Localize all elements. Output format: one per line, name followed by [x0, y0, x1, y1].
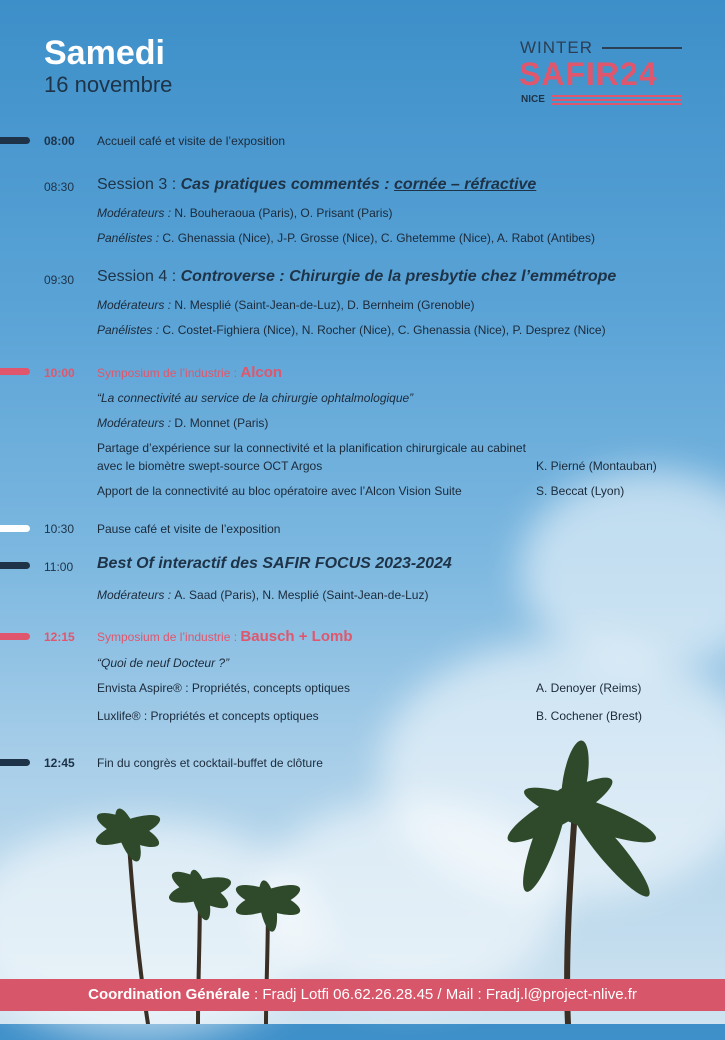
alcon-talk-2: Apport de la connectivité au bloc opératoire avec l’Alcon Vision Suite	[97, 484, 462, 498]
page-date: 16 novembre	[44, 72, 173, 97]
alcon-talk-1-line-1: Partage d’expérience sur la connectivité et la planification chirurgicale au cabinet	[97, 441, 526, 455]
time-marker	[0, 633, 30, 640]
alcon-talk-1-speaker: K. Pierné (Montauban)	[536, 459, 657, 473]
sponsor-alcon: Alcon	[240, 364, 283, 381]
symposium-bausch-quote: “Quoi de neuf Docteur ?”	[97, 656, 230, 670]
session-4-title-text: Controverse : Chirurgie de la presbytie chez l’emmétrope	[180, 268, 617, 285]
time-0930: 09:30	[44, 273, 75, 287]
session-3-title-b: cornée – réfractive	[394, 176, 537, 193]
panelists-label: Panélistes :	[97, 323, 163, 337]
moderators-value: D. Monnet (Paris)	[174, 416, 269, 430]
footer-text: : Fradj Lotfi 06.62.26.28.45 / Mail : Fradj.l@project-nlive.fr	[249, 986, 637, 1003]
event-closing: Fin du congrès et cocktail-buffet de clôture	[97, 756, 323, 770]
moderators-value: N. Mesplié (Saint-Jean-de-Luz), D. Bernheim (Grenoble)	[174, 298, 475, 312]
time-marker	[0, 759, 30, 766]
page-title: Samedi	[44, 34, 165, 72]
session-4-prefix: Session 4 :	[97, 268, 181, 285]
symposium-alcon-quote: “La connectivité au service de la chirurgie ophtalmologique”	[97, 391, 414, 405]
footer-contact	[0, 979, 725, 1011]
time-1245: 12:45	[44, 756, 75, 770]
moderators-label: Modérateurs :	[97, 298, 175, 312]
logo-stripe	[552, 99, 682, 101]
bausch-talk-1: Envista Aspire® : Propriétés, concepts optiques	[97, 681, 350, 695]
time-1100: 11:00	[44, 560, 74, 574]
logo-safir: SAFIR24	[519, 56, 658, 92]
logo-line	[602, 47, 682, 49]
moderators-label: Modérateurs :	[97, 416, 175, 430]
event-welcome: Accueil café et visite de l’exposition	[97, 134, 286, 148]
best-of-moderators	[97, 588, 428, 602]
session-3-title-a: Cas pratiques commentés :	[180, 176, 395, 193]
session-4-moderators	[97, 298, 475, 312]
moderators-value: A. Saad (Paris), N. Mesplié (Saint-Jean-de-Luz)	[174, 588, 429, 602]
footer-label: Coordination Générale	[88, 986, 250, 1003]
time-1030: 10:30	[44, 522, 75, 536]
time-1215: 12:15	[44, 630, 75, 644]
moderators-value: N. Bouheraoua (Paris), O. Prisant (Paris)	[174, 206, 393, 220]
time-marker	[0, 525, 30, 532]
sponsor-bausch-lomb: Bausch + Lomb	[240, 628, 353, 645]
session-3-moderators	[97, 206, 392, 220]
time-0830: 08:30	[44, 180, 75, 194]
symposium-alcon-moderators	[97, 416, 268, 430]
panelists-label: Panélistes :	[97, 231, 163, 245]
best-of-title-text: Best Of interactif des SAFIR FOCUS 2023-2024	[97, 555, 452, 572]
moderators-label: Modérateurs :	[97, 206, 175, 220]
alcon-talk-2-speaker: S. Beccat (Lyon)	[536, 484, 625, 498]
symposium-label: Symposium de l’industrie :	[97, 366, 241, 380]
time-marker	[0, 137, 30, 144]
bausch-talk-2: Luxlife® : Propriétés et concepts optiques	[97, 709, 319, 723]
alcon-talk-1-line-2: avec le biomètre swept-source OCT Argos	[97, 459, 323, 473]
bausch-talk-2-speaker: B. Cochener (Brest)	[536, 709, 643, 723]
logo-stripe	[552, 103, 682, 105]
time-marker	[0, 368, 30, 375]
logo-nice: NICE	[521, 94, 545, 105]
event-coffee-break: Pause café et visite de l’exposition	[97, 522, 281, 536]
time-marker	[0, 562, 30, 569]
symposium-label: Symposium de l’industrie :	[97, 630, 241, 644]
session-4-title	[97, 268, 616, 286]
symposium-bausch-title	[97, 628, 353, 645]
best-of-title	[97, 555, 452, 573]
bausch-talk-1-speaker: A. Denoyer (Reims)	[536, 681, 642, 695]
moderators-label: Modérateurs :	[97, 588, 175, 602]
time-0800: 08:00	[44, 134, 75, 148]
panelists-value: C. Costet-Fighiera (Nice), N. Rocher (Nice), C. Ghenassia (Nice), P. Desprez (Nice)	[162, 323, 606, 337]
session-4-panelists	[97, 323, 606, 337]
session-3-panelists	[97, 231, 595, 245]
logo-stripe	[552, 95, 682, 97]
panelists-value: C. Ghenassia (Nice), J-P. Grosse (Nice), C. Ghetemme (Nice), A. Rabot (Antibes)	[162, 231, 595, 245]
session-3-title	[97, 176, 536, 194]
session-3-prefix: Session 3 :	[97, 176, 181, 193]
symposium-alcon-title	[97, 364, 282, 381]
logo-winter: WINTER	[520, 38, 594, 57]
time-1000: 10:00	[44, 366, 75, 380]
